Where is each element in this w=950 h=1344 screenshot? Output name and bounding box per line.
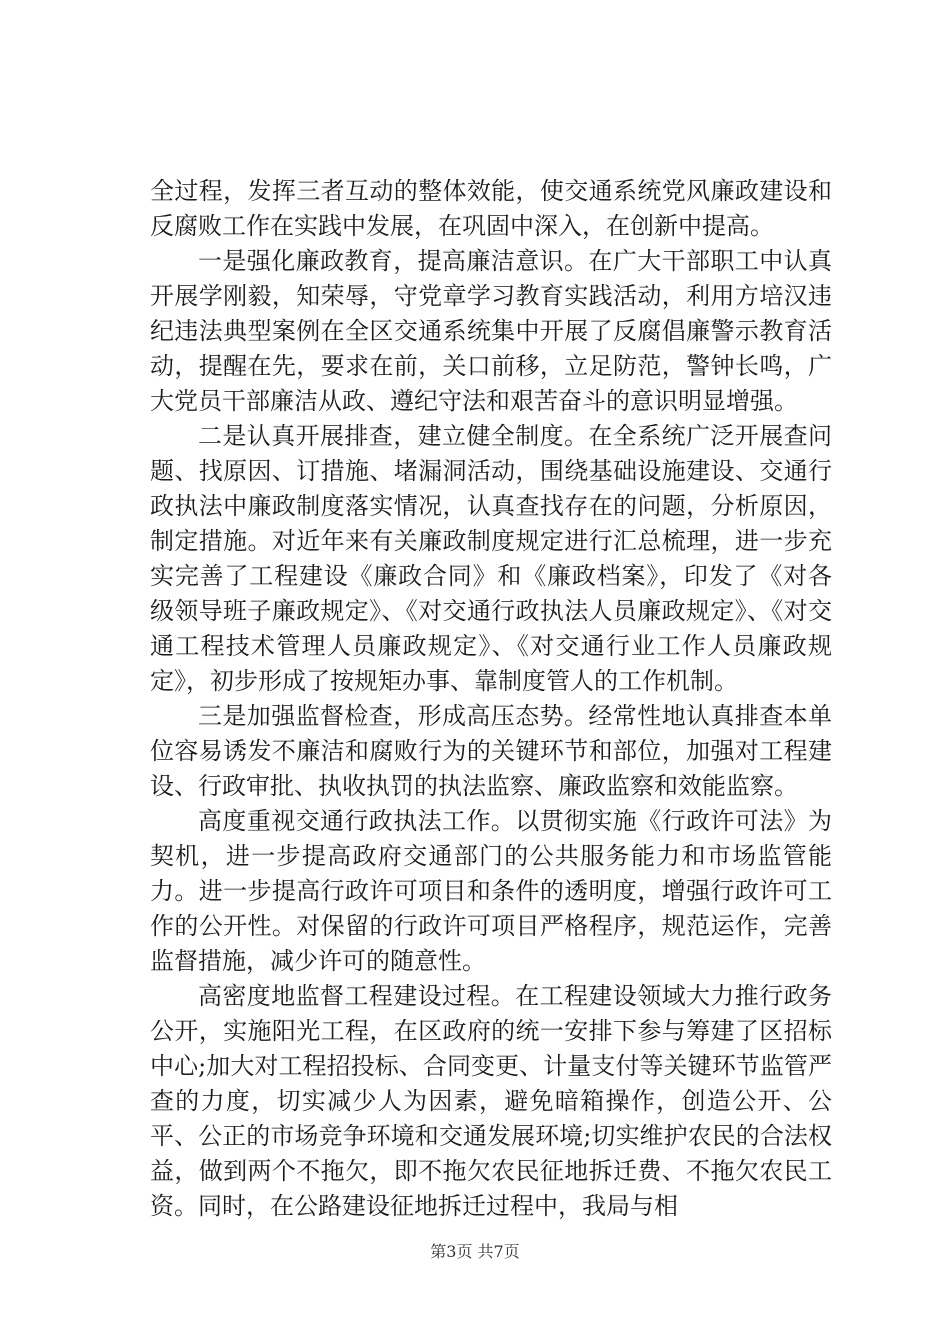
document-body (150, 174, 832, 1224)
paragraph-4: 三是加强监督检查，形成高压态势。经常性地认真排查本单位容易诱发不廉洁和腐败行为的关键环节和部位，加强对工程建设、行政审批、执收执罚的执法监察、廉政监察和效能监察。 (150, 702, 832, 800)
paragraph-6: 高密度地监督工程建设过程。在工程建设领域大力推行政务公开，实施阳光工程，在区政府的统一安排下参与筹建了区招标中心;加大对工程招投标、合同变更、计量支付等关键环节监管严查的力度，切实减少人为因素，避免暗箱操作，创造公开、公平、公正的市场竞争环境和交通发展环境;切实维护农民的合法权益，做到两个不拖欠，即不拖欠农民征地拆迁费、不拖欠农民工资。同时，在公路建设征地拆迁过程中，我局与相 (150, 982, 832, 1220)
paragraph-5: 高度重视交通行政执法工作。以贯彻实施《行政许可法》为契机，进一步提高政府交通部门的公共服务能力和市场监管能力。进一步提高行政许可项目和条件的透明度，增强行政许可工作的公开性。对保留的行政许可项目严格程序，规范运作，完善监督措施，减少许可的随意性。 (150, 807, 832, 975)
page-footer: 第3页 共7页 (430, 1242, 520, 1261)
paragraph-1: 全过程，发挥三者互动的整体效能，使交通系统党风廉政建设和反腐败工作在实践中发展，在巩固中深入，在创新中提高。 (150, 177, 832, 240)
paragraph-3: 二是认真开展排查，建立健全制度。在全系统广泛开展查问题、找原因、订措施、堵漏洞活动，围绕基础设施建设、交通行政执法中廉政制度落实情况，认真查找存在的问题，分析原因，制定措施。对近年来有关廉政制度规定进行汇总梳理，进一步充实完善了工程建设《廉政合同》和《廉政档案》，印发了《对各级领导班子廉政规定》、《对交通行政执法人员廉政规定》、《对交通工程技术管理人员廉政规定》、《对交通行业工作人员廉政规定》，初步形成了按规矩办事、靠制度管人的工作机制。 (150, 422, 832, 695)
paragraph-2: 一是强化廉政教育，提高廉洁意识。在广大干部职工中认真开展学刚毅，知荣辱，守党章学习教育实践活动，利用方培汉违纪违法典型案例在全区交通系统集中开展了反腐倡廉警示教育活动，提醒在先，要求在前，关口前移，立足防范，警钟长鸣，广大党员干部廉洁从政、遵纪守法和艰苦奋斗的意识明显增强。 (150, 247, 832, 415)
